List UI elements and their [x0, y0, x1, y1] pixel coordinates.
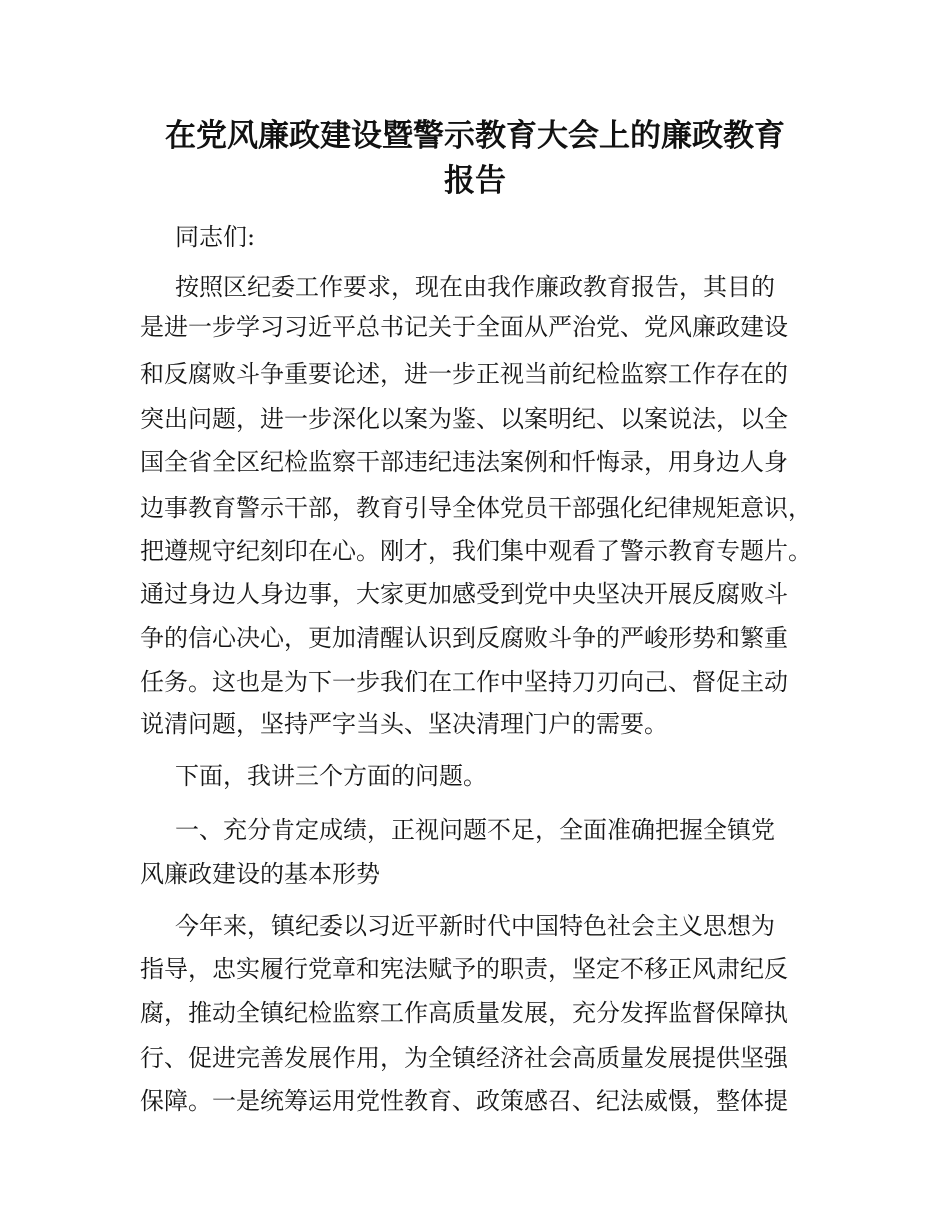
paragraph-1-line: 突出问题，进一步深化以案为鉴、以案明纪、以案说法，以全 — [140, 405, 788, 433]
paragraph-1-line: 国全省全区纪检监察干部违纪违法案例和忏悔录，用身边人身 — [140, 448, 788, 476]
paragraph-1-line: 是进一步学习习近平总书记关于全面从严治党、党风廉政建设 — [140, 313, 788, 341]
paragraph-1-line: 争的信心决心，更加清醒认识到反腐败斗争的严峻形势和繁重 — [140, 624, 788, 652]
paragraph-1-line: 和反腐败斗争重要论述，进一步正视当前纪检监察工作存在的 — [140, 360, 788, 388]
document-title: 在党风廉政建设暨警示教育大会上的廉政教育 — [165, 118, 785, 154]
paragraph-1-line: 通过身边人身边事，大家更加感受到党中央坚决开展反腐败斗 — [140, 580, 788, 608]
paragraph-3-line: 指导，忠实履行党章和宪法赋予的职责，坚定不移正风肃纪反 — [140, 955, 788, 983]
paragraph-2-line: 下面，我讲三个方面的问题。 — [175, 762, 487, 790]
section-heading-line: 风廉政建设的基本形势 — [140, 860, 380, 888]
section-heading-line: 一、充分肯定成绩，正视问题不足，全面准确把握全镇党 — [175, 816, 775, 844]
paragraph-1-line: 说清问题，坚持严字当头、坚决清理门户的需要。 — [140, 710, 668, 738]
paragraph-3-line: 保障。一是统筹运用党性教育、政策感召、纪法威慑，整体提 — [140, 1087, 788, 1115]
paragraph-3-line: 腐，推动全镇纪检监察工作高质量发展，充分发挥监督保障执 — [140, 999, 788, 1027]
paragraph-1-line: 把遵规守纪刻印在心。刚才，我们集中观看了警示教育专题片。 — [140, 537, 812, 565]
paragraph-1-line: 按照区纪委工作要求，现在由我作廉政教育报告，其目的 — [175, 273, 775, 301]
paragraph-1-line: 任务。这也是为下一步我们在工作中坚持刀刃向己、督促主动 — [140, 668, 788, 696]
paragraph-1-line: 边事教育警示干部，教育引导全体党员干部强化纪律规矩意识， — [140, 494, 812, 522]
paragraph-3-line: 今年来，镇纪委以习近平新时代中国特色社会主义思想为 — [175, 912, 775, 940]
paragraph-3-line: 行、促进完善发展作用，为全镇经济社会高质量发展提供坚强 — [140, 1044, 788, 1072]
document-title-continued: 报告 — [444, 163, 506, 199]
salutation: 同志们: — [175, 223, 256, 251]
